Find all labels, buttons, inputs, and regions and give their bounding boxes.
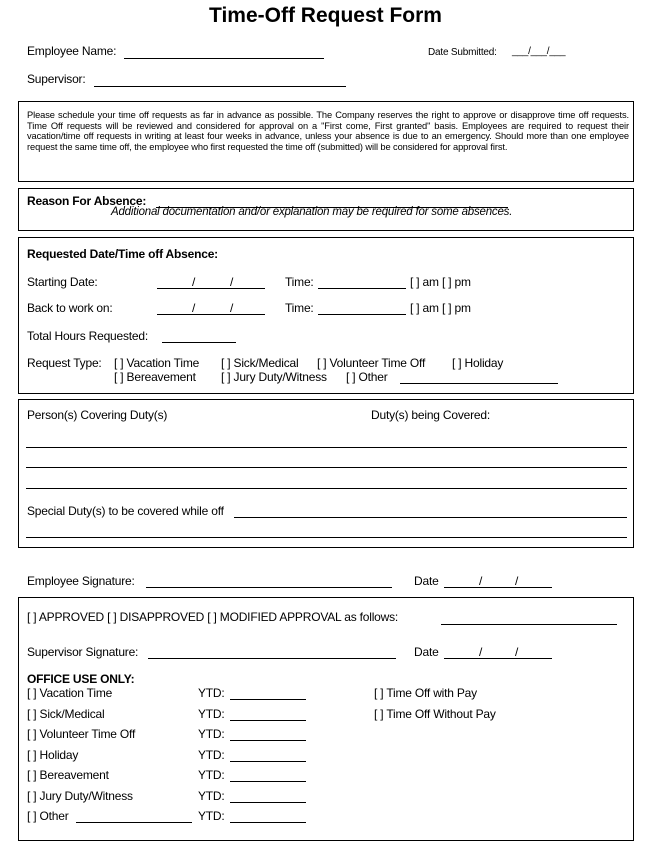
type-vacation-checkbox[interactable]: [ ] Vacation Time	[114, 356, 200, 370]
office-item-bereavement[interactable]: [ ] Bereavement	[27, 768, 109, 782]
start-time-field[interactable]	[318, 288, 406, 289]
date-slash: /	[479, 574, 483, 588]
ytd-field[interactable]	[230, 761, 306, 762]
start-am-pm[interactable]: [ ] am [ ] pm	[410, 275, 471, 289]
ytd-field[interactable]	[230, 699, 306, 700]
starting-date-label: Starting Date:	[27, 275, 98, 289]
special-duties-label: Special Duty(s) to be covered while off	[27, 504, 224, 518]
approval-box	[18, 597, 634, 841]
ytd-label: YTD:	[198, 748, 225, 762]
coverage-line[interactable]	[26, 488, 627, 489]
employee-name-field[interactable]	[124, 58, 324, 59]
office-item-vacation[interactable]: [ ] Vacation Time	[27, 686, 113, 700]
ytd-label: YTD:	[198, 707, 225, 721]
reason-label: Reason For Absence:	[27, 194, 147, 208]
supervisor-label: Supervisor:	[27, 72, 86, 86]
total-hours-field[interactable]	[162, 342, 236, 343]
employee-date-label: Date	[414, 574, 439, 588]
supervisor-signature-label: Supervisor Signature:	[27, 645, 139, 659]
office-item-jury[interactable]: [ ] Jury Duty/Witness	[27, 789, 133, 803]
employee-signature-label: Employee Signature:	[27, 574, 135, 588]
start-time-label: Time:	[285, 275, 314, 289]
ytd-field[interactable]	[230, 781, 306, 782]
back-time-label: Time:	[285, 301, 314, 315]
ytd-field[interactable]	[230, 720, 306, 721]
employee-name-label: Employee Name:	[27, 44, 117, 58]
date-slash: /	[230, 301, 234, 315]
ytd-label: YTD:	[198, 789, 225, 803]
reason-note: Additional documentation and/or explanation may be required for some absences.	[111, 206, 513, 218]
date-submitted-label: Date Submitted:	[428, 47, 497, 58]
time-off-without-pay-checkbox[interactable]: [ ] Time Off Without Pay	[374, 707, 496, 721]
back-time-field[interactable]	[318, 314, 406, 315]
ytd-field[interactable]	[230, 802, 306, 803]
date-slash: /	[230, 275, 234, 289]
type-volunteer-checkbox[interactable]: [ ] Volunteer Time Off	[317, 356, 426, 370]
request-type-label: Request Type:	[27, 356, 102, 370]
ytd-label: YTD:	[198, 727, 225, 741]
ytd-label: YTD:	[198, 809, 225, 823]
back-am-pm[interactable]: [ ] am [ ] pm	[410, 301, 471, 315]
office-item-volunteer[interactable]: [ ] Volunteer Time Off	[27, 727, 136, 741]
type-sick-checkbox[interactable]: [ ] Sick/Medical	[221, 356, 299, 370]
office-use-label: OFFICE USE ONLY:	[27, 672, 135, 686]
special-duties-line[interactable]	[26, 537, 627, 538]
persons-covering-label: Person(s) Covering Duty(s)	[27, 408, 168, 422]
date-slash: /	[192, 275, 196, 289]
type-other-field[interactable]	[400, 383, 558, 384]
ytd-label: YTD:	[198, 686, 225, 700]
special-duties-field[interactable]	[234, 517, 627, 518]
coverage-line[interactable]	[26, 467, 627, 468]
ytd-field[interactable]	[230, 822, 306, 823]
type-jury-checkbox[interactable]: [ ] Jury Duty/Witness	[221, 370, 327, 384]
modified-approval-field[interactable]	[441, 624, 617, 625]
office-item-holiday[interactable]: [ ] Holiday	[27, 748, 79, 762]
office-item-sick[interactable]: [ ] Sick/Medical	[27, 707, 105, 721]
requested-heading: Requested Date/Time off Absence:	[27, 247, 218, 261]
supervisor-signature-field[interactable]	[148, 658, 396, 659]
type-bereavement-checkbox[interactable]: [ ] Bereavement	[114, 370, 196, 384]
date-slash: /	[192, 301, 196, 315]
policy-notice-text: Please schedule your time off requests as far in advance as possible. The Company reserves the right to approve or disapprove time off requests. Time Off requests will be reviewed and considered for approval on a "First come, First granted" basis. Employees are required to request their vacation/time off requests in writing at least four weeks in advance, unless your absence is due to an emergency. Should more than one employee request the same time off, the employee who first requested the time off (submitted) will be considered for approval first.	[27, 110, 629, 152]
type-holiday-checkbox[interactable]: [ ] Holiday	[452, 356, 504, 370]
type-other-checkbox[interactable]: [ ] Other	[346, 370, 388, 384]
date-slash: /	[479, 645, 483, 659]
date-slash: /	[515, 645, 519, 659]
approval-options[interactable]: [ ] APPROVED [ ] DISAPPROVED [ ] MODIFIED APPROVAL as follows:	[27, 610, 399, 624]
starting-date-field[interactable]	[157, 288, 265, 289]
form-title: Time-Off Request Form	[209, 4, 442, 27]
ytd-field[interactable]	[230, 740, 306, 741]
duties-covered-label: Duty(s) being Covered:	[371, 408, 490, 422]
back-to-work-label: Back to work on:	[27, 301, 113, 315]
date-slash: /	[515, 574, 519, 588]
supervisor-date-label: Date	[414, 645, 439, 659]
coverage-line[interactable]	[26, 447, 627, 448]
time-off-with-pay-checkbox[interactable]: [ ] Time Off with Pay	[374, 686, 477, 700]
employee-date-field[interactable]	[444, 587, 552, 588]
supervisor-date-field[interactable]	[444, 658, 552, 659]
office-item-other[interactable]: [ ] Other	[27, 809, 69, 823]
back-to-work-field[interactable]	[157, 314, 265, 315]
office-other-field[interactable]	[76, 822, 192, 823]
employee-signature-field[interactable]	[146, 587, 392, 588]
supervisor-field[interactable]	[94, 86, 346, 87]
date-submitted-field[interactable]: ___/___/___	[512, 46, 566, 57]
total-hours-label: Total Hours Requested:	[27, 329, 149, 343]
ytd-label: YTD:	[198, 768, 225, 782]
